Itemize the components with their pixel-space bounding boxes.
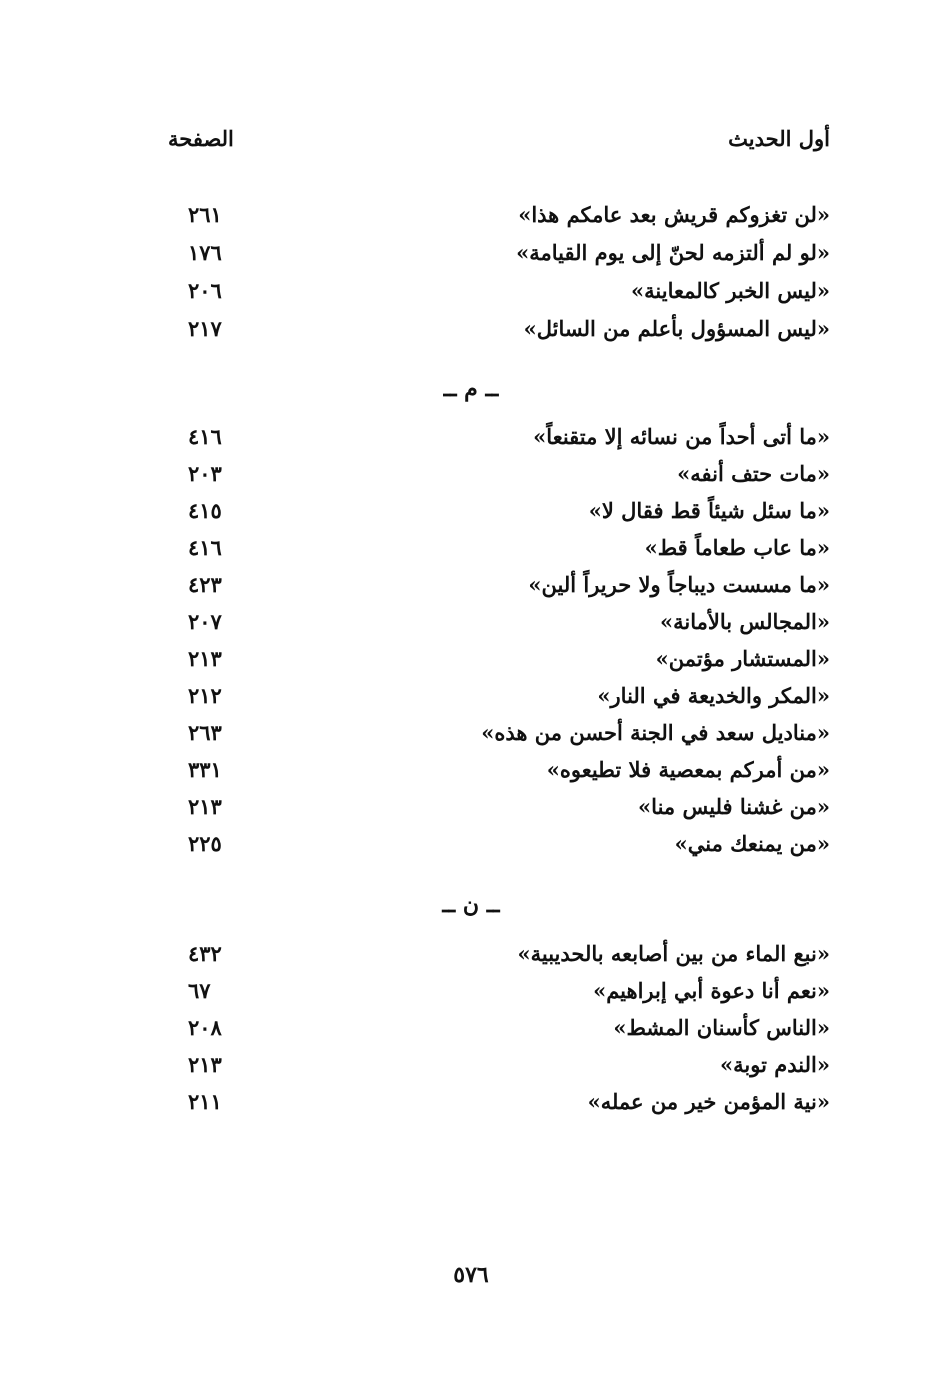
index-entry (168, 794, 830, 828)
index-entry (168, 316, 830, 350)
entry-page-number: ٢٠٦ (188, 278, 222, 303)
index-entry (168, 646, 830, 680)
entry-text: «المكر والخديعة في النار» (597, 683, 830, 708)
entry-page-number: ٢٦١ (188, 202, 222, 227)
entry-page-number: ٤٣٢ (188, 941, 222, 966)
entry-page-number: ٢٦٣ (188, 720, 222, 745)
entry-text: «لن تغزوكم قريش بعد عامكم هذا» (518, 202, 830, 227)
entry-page-number: ٦٧ (188, 978, 211, 1003)
index-entry (168, 278, 830, 312)
index-entry (168, 831, 830, 865)
entry-page-number: ٢١١ (188, 1089, 222, 1114)
entry-text: «الناس كأسنان المشط» (613, 1015, 830, 1040)
entry-page-number: ٢٢٥ (188, 831, 222, 856)
entry-page-number: ٢١٣ (188, 1052, 222, 1077)
entry-text: «ليس المسؤول بأعلم من السائل» (523, 316, 830, 341)
entry-text: «ما عاب طعاماً قط» (644, 535, 830, 560)
entry-page-number: ٢٠٧ (188, 609, 222, 634)
entry-text: «ما سئل شيئاً قط فقال لا» (588, 498, 830, 523)
entry-text: «المستشار مؤتمن» (655, 646, 830, 671)
index-entry (168, 1015, 830, 1049)
index-header (168, 126, 830, 162)
entry-page-number: ٢١٢ (188, 683, 222, 708)
entry-text: «الندم توبة» (720, 1052, 830, 1077)
column-title-hadith-beginning: أول الحديث (728, 126, 830, 151)
index-entry (168, 202, 830, 236)
index-entry (168, 1052, 830, 1086)
entry-page-number: ٤٢٣ (188, 572, 222, 597)
entry-text: «من غشنا فليس منا» (638, 794, 830, 819)
entry-text: «مناديل سعد في الجنة أحسن من هذه» (481, 720, 830, 745)
index-entry (168, 720, 830, 754)
index-entry (168, 461, 830, 495)
index-entry (168, 1089, 830, 1123)
entry-text: «ما أتى أحداً من نسائه إلا متقنعاً» (533, 424, 830, 449)
entry-page-number: ١٧٦ (188, 240, 222, 265)
entry-page-number: ٤١٥ (188, 498, 222, 523)
entry-text: «من أمركم بمعصية فلا تطيعوه» (546, 757, 830, 782)
index-entry (168, 498, 830, 532)
entry-text: «المجالس بالأمانة» (659, 609, 830, 634)
index-entry (168, 240, 830, 274)
index-entry (168, 978, 830, 1012)
entry-page-number: ٢١٧ (188, 316, 222, 341)
entry-page-number: ٤١٦ (188, 424, 222, 449)
index-entry (168, 609, 830, 643)
column-title-page: الصفحة (168, 126, 234, 151)
entry-text: «نعم أنا دعوة أبي إبراهيم» (593, 978, 830, 1003)
index-entry (168, 941, 830, 975)
index-entry (168, 572, 830, 606)
entry-page-number: ٢٠٣ (188, 461, 222, 486)
entry-text: «نبع الماء من بين أصابعه بالحديبية» (517, 941, 830, 966)
index-entry (168, 757, 830, 791)
index-entry (168, 424, 830, 458)
entry-text: «مات حتف أنفه» (677, 461, 830, 486)
index-entry (168, 683, 830, 717)
entry-page-number: ٣٣١ (188, 757, 222, 782)
entry-text: «ما مسست ديباجاً ولا حريراً ألين» (528, 572, 830, 597)
entry-text: «لو لم ألتزمه لحنّ إلى يوم القيامة» (516, 240, 830, 265)
entry-page-number: ٢١٣ (188, 646, 222, 671)
section-heading-meem: ــ م ــ (443, 376, 499, 402)
page-number: ٥٧٦ (453, 1262, 489, 1288)
entry-text: «نية المؤمن خير من عمله» (587, 1089, 830, 1114)
entry-page-number: ٢٠٨ (188, 1015, 222, 1040)
entry-text: «ليس الخبر كالمعاينة» (631, 278, 830, 303)
entry-page-number: ٤١٦ (188, 535, 222, 560)
index-entry (168, 535, 830, 569)
entry-page-number: ٢١٣ (188, 794, 222, 819)
section-heading-noon: ــ ن ــ (442, 892, 500, 918)
entry-text: «من يمنعك مني» (674, 831, 830, 856)
